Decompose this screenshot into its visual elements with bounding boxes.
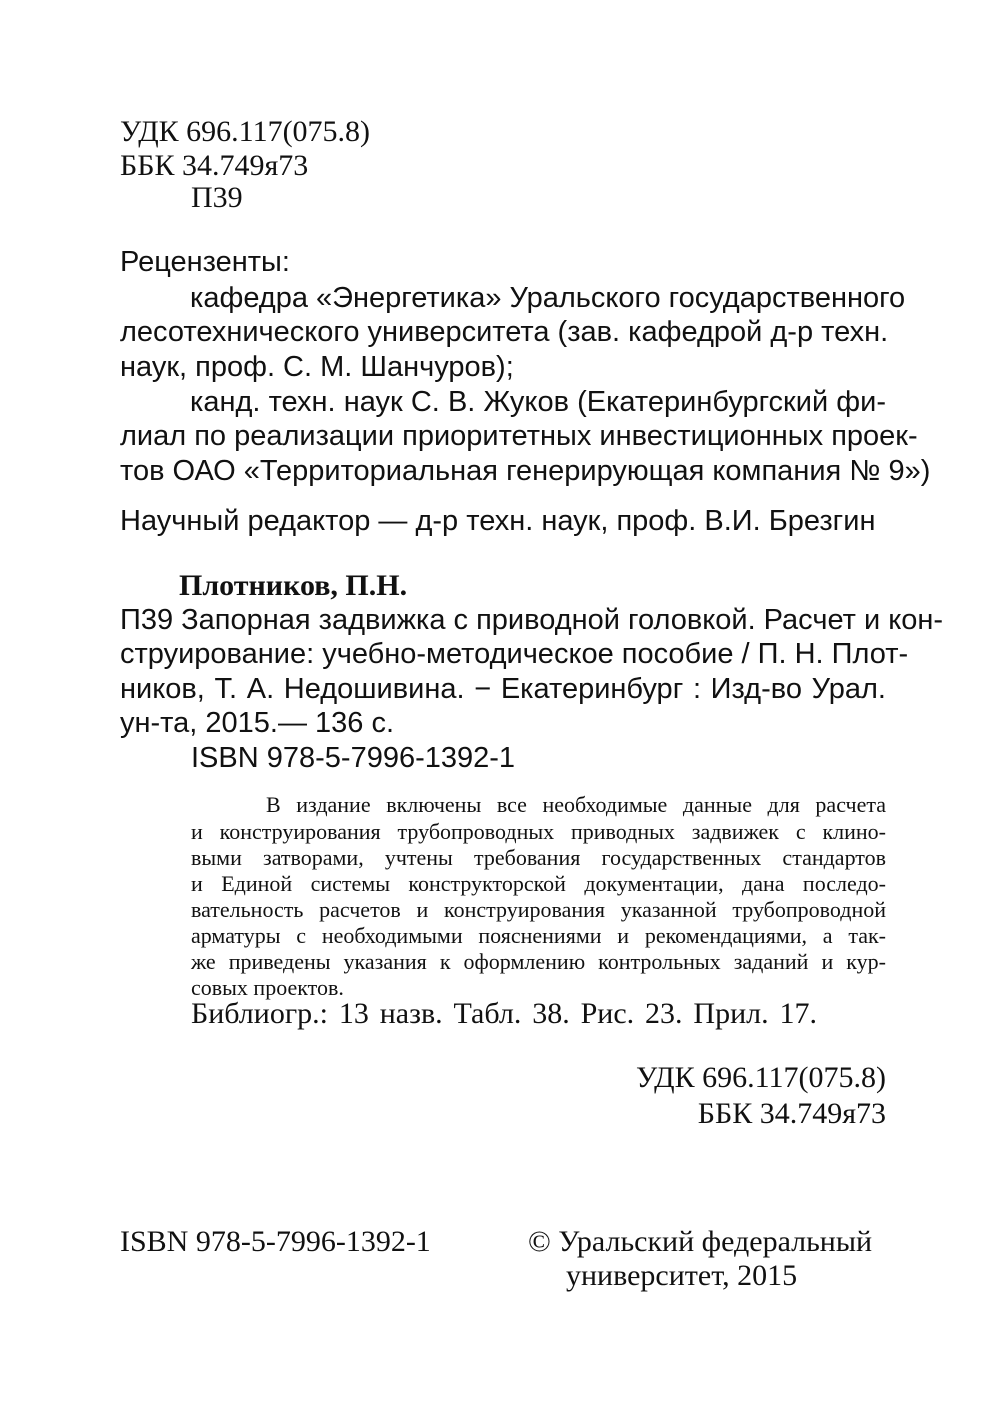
bottom-bbk-code: ББК 34.749я73 — [697, 1097, 886, 1130]
reviewer-line-5: лиал по реализации приоритетных инвестиционных проек- — [120, 420, 918, 452]
reviewer-line-4: канд. техн. наук С. В. Жуков (Екатеринбургский фи- — [190, 386, 886, 418]
reviewer-line-3: наук, проф. С. М. Шанчуров); — [120, 351, 514, 383]
reviewers-heading: Рецензенты: — [120, 246, 290, 278]
annotation-line-2: и конструирования трубопроводных приводных задвижек с клино- — [191, 819, 886, 844]
copyright-line-1: © Уральский федеральный — [528, 1225, 873, 1258]
biblio-line-1: П39 Запорная задвижка с приводной головкой. Расчет и кон- — [120, 604, 944, 636]
reviewer-line-1: кафедра «Энергетика» Уральского государственного — [190, 282, 906, 314]
annotation-line-4: и Единой системы конструкторской документации, дана последо- — [191, 871, 886, 896]
annotation-line-3: выми затворами, учтены требования государственных стандартов — [191, 845, 886, 870]
bottom-udk-code: УДК 696.117(075.8) — [635, 1061, 886, 1094]
author-heading: Плотников, П.Н. — [179, 569, 408, 602]
footer-isbn: ISBN 978-5-7996-1392-1 — [120, 1225, 431, 1258]
copyright-line-2: университет, 2015 — [566, 1259, 798, 1292]
annotation-line-8: совых проектов. — [191, 975, 344, 1000]
author-mark-code: П39 — [191, 181, 243, 214]
annotation-line-5: вательность расчетов и конструирования указанной трубопроводной — [191, 897, 886, 922]
scientific-editor: Научный редактор — д-р техн. наук, проф. В.И. Брезгин — [120, 505, 876, 537]
biblio-line-2: струирование: учебно-методическое пособие / П. Н. Плот- — [120, 638, 909, 670]
bbk-code: ББК 34.749я73 — [120, 149, 309, 182]
bibliography-summary: Библиогр.: 13 назв. Табл. 38. Рис. 23. Прил. 17. — [191, 997, 817, 1030]
annotation-line-6: арматуры с необходимыми пояснениями и рекомендациями, а так- — [191, 923, 886, 948]
reviewer-line-6: тов ОАО «Территориальная генерирующая компания № 9») — [120, 455, 931, 487]
biblio-line-4: ун-та, 2015.— 136 с. — [120, 707, 394, 739]
udk-code: УДК 696.117(075.8) — [120, 115, 371, 148]
biblio-line-3: ников, Т. А. Недошивина. − Екатеринбург : Изд-во Урал. — [120, 673, 886, 705]
annotation-line-7: же приведены указания к оформлению контрольных заданий и кур- — [191, 949, 886, 974]
annotation-line-1: В издание включены все необходимые данные для расчета — [266, 792, 886, 817]
isbn-in-description: ISBN 978-5-7996-1392-1 — [191, 742, 516, 774]
reviewer-line-2: лесотехнического университета (зав. кафедрой д-р техн. — [120, 316, 889, 348]
